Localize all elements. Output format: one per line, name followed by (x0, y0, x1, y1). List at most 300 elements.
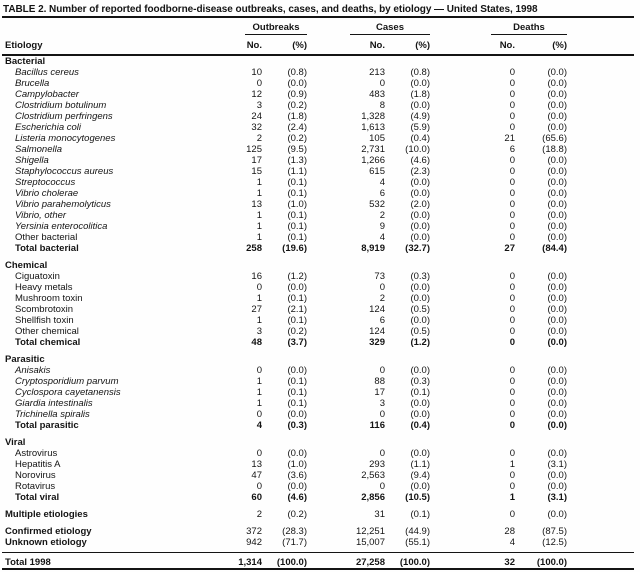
value-cell: (0.0) (547, 282, 567, 293)
etiology-label: Cyclospora cayetanensis (15, 387, 121, 398)
value-cell: 258 (246, 243, 262, 254)
trailing-cell (567, 155, 634, 166)
trailing-cell (567, 293, 634, 304)
table-row (2, 232, 634, 243)
value-cell: 0 (509, 365, 515, 376)
etiology-label: Yersinia enterocolitica (15, 221, 108, 232)
value-cell: (4.6) (410, 155, 430, 166)
value-cell: 1,613 (361, 122, 385, 133)
value-cell: 1 (256, 398, 262, 409)
etiology-label: Staphylococcus aureus (15, 166, 114, 177)
trailing-cell (567, 243, 634, 254)
etiology-group-spacer (2, 17, 207, 35)
table-row (2, 78, 634, 89)
value-cell: 0 (509, 293, 515, 304)
value-cell: 0 (509, 304, 515, 315)
value-cell: (0.5) (410, 304, 430, 315)
value-cell: 116 (369, 420, 385, 431)
value-cell: 329 (369, 337, 385, 348)
table-row (2, 376, 634, 387)
value-cell: (0.0) (547, 470, 567, 481)
etiology-label: Other chemical (15, 326, 79, 337)
value-cell: (0.1) (287, 293, 307, 304)
section-header-row (2, 437, 634, 448)
value-cell: (0.3) (410, 376, 430, 387)
value-cell: (0.0) (547, 166, 567, 177)
value-cell: (0.9) (287, 89, 307, 100)
column-group-cases: Cases (350, 22, 430, 35)
value-cell: 27 (251, 304, 262, 315)
value-cell: (0.0) (410, 177, 430, 188)
trailing-cell (567, 337, 634, 348)
trailing-spacer (567, 35, 634, 55)
value-cell: (0.0) (547, 271, 567, 282)
value-cell: (1.2) (287, 271, 307, 282)
value-cell: (10.5) (405, 492, 430, 503)
value-cell: 15,007 (355, 537, 385, 548)
value-cell: 0 (256, 409, 262, 420)
value-cell: 1 (509, 492, 515, 503)
table-title: TABLE 2. Number of reported foodborne-disease outbreaks, cases, and deaths, by etiology — United States, 1998 (3, 4, 538, 15)
value-cell: (0.0) (410, 365, 430, 376)
table-row (2, 221, 634, 232)
trailing-cell (567, 221, 634, 232)
etiology-label: Heavy metals (15, 282, 73, 293)
trailing-cell (567, 376, 634, 387)
value-cell: (0.0) (410, 232, 430, 243)
value-cell: (0.0) (547, 326, 567, 337)
value-cell: 0 (509, 67, 515, 78)
value-cell: (19.6) (282, 243, 307, 254)
trailing-cell (567, 232, 634, 243)
table-row (2, 282, 634, 293)
value-cell: (0.0) (547, 122, 567, 133)
value-cell: 0 (509, 376, 515, 387)
value-cell: 12 (251, 89, 262, 100)
trailing-cell (567, 282, 634, 293)
table-row (2, 459, 634, 470)
value-cell: (2.3) (410, 166, 430, 177)
value-cell: (84.4) (542, 243, 567, 254)
value-cell: 213 (369, 67, 385, 78)
etiology-label: Rotavirus (15, 481, 56, 492)
value-cell: (0.2) (287, 133, 307, 144)
value-cell: 0 (509, 398, 515, 409)
etiology-label: Shigella (15, 155, 49, 166)
deaths-no-header: No. (430, 35, 515, 55)
value-cell: 32 (430, 553, 515, 570)
value-cell: (12.5) (542, 537, 567, 548)
column-subheader-row (2, 35, 634, 55)
value-cell: 125 (246, 144, 262, 155)
value-cell: (0.3) (287, 420, 307, 431)
value-cell: (0.1) (287, 315, 307, 326)
value-cell: 0 (379, 448, 385, 459)
table-row (2, 387, 634, 398)
trailing-cell (567, 459, 634, 470)
value-cell: (1.0) (287, 199, 307, 210)
value-cell: (5.9) (410, 122, 430, 133)
table-row (2, 326, 634, 337)
value-cell: 0 (256, 448, 262, 459)
value-cell: (0.0) (547, 199, 567, 210)
etiology-label: Unknown etiology (5, 537, 87, 548)
value-cell: (0.4) (410, 133, 430, 144)
trailing-cell (567, 304, 634, 315)
table-row (2, 210, 634, 221)
value-cell: (9.5) (287, 144, 307, 155)
value-cell: 1 (256, 387, 262, 398)
value-cell: 88 (374, 376, 385, 387)
value-cell: (2.0) (410, 199, 430, 210)
value-cell: 0 (379, 282, 385, 293)
value-cell: 4 (379, 177, 385, 188)
value-cell: 0 (509, 337, 515, 348)
value-cell: 2,731 (361, 144, 385, 155)
table-row (2, 188, 634, 199)
value-cell: (65.6) (542, 133, 567, 144)
value-cell: (0.1) (287, 210, 307, 221)
value-cell: (0.0) (547, 509, 567, 520)
value-cell: (0.0) (547, 365, 567, 376)
etiology-label: Campylobacter (15, 89, 79, 100)
table-row (2, 492, 634, 503)
table-row (2, 177, 634, 188)
column-group-header-row (2, 17, 634, 35)
value-cell: 532 (369, 199, 385, 210)
value-cell: (0.0) (547, 155, 567, 166)
value-cell: 27 (504, 243, 515, 254)
value-cell: 0 (379, 409, 385, 420)
trailing-cell (567, 188, 634, 199)
value-cell: (0.0) (547, 315, 567, 326)
value-cell: 3 (379, 398, 385, 409)
section-header-row (2, 260, 634, 271)
value-cell: (0.0) (547, 304, 567, 315)
value-cell: (44.9) (405, 526, 430, 537)
trailing-cell (567, 199, 634, 210)
column-group-deaths: Deaths (491, 22, 567, 35)
value-cell: 28 (504, 526, 515, 537)
value-cell: 615 (369, 166, 385, 177)
value-cell: (0.0) (410, 409, 430, 420)
value-cell: 2,856 (361, 492, 385, 503)
value-cell: 6 (509, 144, 515, 155)
value-cell: 942 (246, 537, 262, 548)
value-cell: (0.5) (410, 326, 430, 337)
deaths-pct-header: (%) (515, 35, 567, 55)
value-cell: (0.0) (287, 78, 307, 89)
value-cell: 8 (379, 100, 385, 111)
value-cell: 0 (509, 89, 515, 100)
value-cell: (0.0) (410, 221, 430, 232)
etiology-label: Streptococcus (15, 177, 76, 188)
value-cell: (0.0) (547, 67, 567, 78)
value-cell: (100.0) (262, 553, 307, 570)
value-cell: 17 (251, 155, 262, 166)
value-cell: 0 (509, 177, 515, 188)
value-cell: 2 (256, 509, 262, 520)
value-cell: (0.1) (410, 387, 430, 398)
table-body (2, 55, 634, 569)
table-row (2, 509, 634, 520)
value-cell: 0 (509, 199, 515, 210)
value-cell: (1.2) (410, 337, 430, 348)
value-cell: 0 (509, 409, 515, 420)
etiology-column-header: Etiology (2, 35, 207, 55)
table-row (2, 243, 634, 254)
value-cell: 1 (256, 376, 262, 387)
value-cell: (0.0) (410, 398, 430, 409)
table-row (2, 398, 634, 409)
value-cell: 1 (256, 221, 262, 232)
value-cell: (55.1) (405, 537, 430, 548)
table-row (2, 365, 634, 376)
value-cell: 0 (256, 365, 262, 376)
trailing-cell (567, 166, 634, 177)
table-row (2, 553, 634, 570)
value-cell: 6 (379, 188, 385, 199)
value-cell: (0.0) (547, 337, 567, 348)
etiology-label: Vibrio cholerae (15, 188, 79, 199)
table-row (2, 448, 634, 459)
value-cell: (1.8) (287, 111, 307, 122)
value-cell: 0 (256, 481, 262, 492)
value-cell: 0 (509, 155, 515, 166)
value-cell: 3 (256, 100, 262, 111)
value-cell: 1 (256, 188, 262, 199)
value-cell: (0.8) (287, 67, 307, 78)
value-cell: (0.0) (410, 282, 430, 293)
value-cell: (10.0) (405, 144, 430, 155)
value-cell: (0.0) (287, 448, 307, 459)
trailing-cell (567, 481, 634, 492)
value-cell: 105 (369, 133, 385, 144)
value-cell: (0.0) (547, 448, 567, 459)
value-cell: 32 (251, 122, 262, 133)
value-cell: 12,251 (355, 526, 385, 537)
value-cell: 1 (256, 177, 262, 188)
etiology-label: Total viral (15, 492, 60, 503)
trailing-cell (567, 526, 634, 537)
foodborne-etiology-table (2, 16, 634, 570)
trailing-cell (567, 271, 634, 282)
outbreaks-group-cell (207, 17, 307, 35)
value-cell: 2 (379, 210, 385, 221)
value-cell: 0 (509, 100, 515, 111)
value-cell: 0 (509, 111, 515, 122)
value-cell: (0.1) (287, 376, 307, 387)
trailing-cell (567, 420, 634, 431)
value-cell: (0.1) (287, 221, 307, 232)
value-cell: 4 (256, 420, 262, 431)
etiology-label: Total bacterial (15, 243, 79, 254)
value-cell: (0.0) (547, 210, 567, 221)
etiology-label: Total chemical (15, 337, 81, 348)
trailing-spacer (567, 17, 634, 35)
value-cell: 0 (509, 122, 515, 133)
etiology-label: Total 1998 (2, 553, 207, 570)
value-cell: 0 (256, 78, 262, 89)
trailing-cell (567, 111, 634, 122)
value-cell: 0 (509, 188, 515, 199)
etiology-label: Anisakis (15, 365, 51, 376)
trailing-cell (567, 315, 634, 326)
table-row (2, 111, 634, 122)
value-cell: 2 (379, 293, 385, 304)
value-cell: (3.7) (287, 337, 307, 348)
etiology-label: Clostridium perfringens (15, 111, 113, 122)
value-cell: (0.0) (547, 188, 567, 199)
value-cell: (0.0) (547, 177, 567, 188)
trailing-cell (567, 210, 634, 221)
value-cell: (0.1) (287, 387, 307, 398)
value-cell: 13 (251, 199, 262, 210)
value-cell: (71.7) (282, 537, 307, 548)
table-row (2, 481, 634, 492)
etiology-label: Vibrio parahemolyticus (15, 199, 111, 210)
value-cell: (0.8) (410, 67, 430, 78)
value-cell: 0 (509, 232, 515, 243)
trailing-cell (567, 537, 634, 548)
table-row (2, 337, 634, 348)
value-cell: 31 (374, 509, 385, 520)
value-cell: (0.0) (410, 293, 430, 304)
etiology-label: Confirmed etiology (5, 526, 92, 537)
value-cell: (1.1) (410, 459, 430, 470)
value-cell: (0.4) (410, 420, 430, 431)
etiology-label: Brucella (15, 78, 50, 89)
value-cell: (4.6) (287, 492, 307, 503)
value-cell: (18.8) (542, 144, 567, 155)
value-cell: 47 (251, 470, 262, 481)
value-cell: (100.0) (385, 553, 430, 570)
trailing-cell (567, 553, 634, 570)
trailing-cell (567, 122, 634, 133)
value-cell: 4 (379, 232, 385, 243)
value-cell: (1.3) (287, 155, 307, 166)
value-cell: (3.1) (547, 459, 567, 470)
value-cell: (4.9) (410, 111, 430, 122)
value-cell: 2,563 (361, 470, 385, 481)
cases-pct-header: (%) (385, 35, 430, 55)
value-cell: 2 (256, 133, 262, 144)
value-cell: 1 (256, 315, 262, 326)
trailing-cell (567, 133, 634, 144)
value-cell: 0 (509, 221, 515, 232)
value-cell: (0.2) (287, 326, 307, 337)
value-cell: 0 (509, 470, 515, 481)
table-row (2, 526, 634, 537)
value-cell: (0.3) (410, 271, 430, 282)
table-row (2, 537, 634, 548)
value-cell: (0.0) (287, 481, 307, 492)
value-cell: (0.0) (410, 78, 430, 89)
value-cell: (0.2) (287, 100, 307, 111)
value-cell: (100.0) (515, 553, 567, 570)
value-cell: 483 (369, 89, 385, 100)
value-cell: 372 (246, 526, 262, 537)
value-cell: (28.3) (282, 526, 307, 537)
value-cell: 1,314 (207, 553, 262, 570)
trailing-cell (567, 398, 634, 409)
value-cell: 60 (251, 492, 262, 503)
value-cell: 21 (504, 133, 515, 144)
value-cell: 17 (374, 387, 385, 398)
value-cell: 73 (374, 271, 385, 282)
trailing-cell (567, 470, 634, 481)
value-cell: (0.1) (287, 177, 307, 188)
table-row (2, 67, 634, 78)
section-header: Viral (5, 437, 26, 448)
trailing-cell (567, 492, 634, 503)
value-cell: 0 (256, 282, 262, 293)
etiology-label: Salmonella (15, 144, 62, 155)
trailing-cell (567, 144, 634, 155)
value-cell: (0.0) (547, 111, 567, 122)
trailing-cell (567, 387, 634, 398)
etiology-label: Bacillus cereus (15, 67, 79, 78)
etiology-label: Giardia intestinalis (15, 398, 93, 409)
table-row (2, 144, 634, 155)
value-cell: (0.0) (410, 481, 430, 492)
value-cell: (0.0) (547, 232, 567, 243)
etiology-label: Mushroom toxin (15, 293, 83, 304)
value-cell: 0 (509, 387, 515, 398)
value-cell: 0 (509, 326, 515, 337)
outbreaks-no-header: No. (207, 35, 262, 55)
value-cell: (0.0) (547, 221, 567, 232)
value-cell: 293 (369, 459, 385, 470)
trailing-cell (567, 509, 634, 520)
etiology-label: Escherichia coli (15, 122, 81, 133)
table-row (2, 133, 634, 144)
value-cell: (0.0) (410, 448, 430, 459)
value-cell: (0.0) (410, 210, 430, 221)
value-cell: 0 (509, 282, 515, 293)
value-cell: 0 (509, 448, 515, 459)
section-header: Parasitic (5, 354, 45, 365)
section-header-row (2, 55, 634, 67)
value-cell: (0.0) (547, 78, 567, 89)
value-cell: 13 (251, 459, 262, 470)
etiology-label: Trichinella spiralis (15, 409, 90, 420)
value-cell: (0.0) (287, 365, 307, 376)
section-header: Bacterial (5, 56, 46, 67)
table-row (2, 470, 634, 481)
etiology-label: Ciguatoxin (15, 271, 60, 282)
value-cell: 124 (369, 326, 385, 337)
value-cell: 1 (256, 232, 262, 243)
value-cell: 4 (509, 537, 515, 548)
value-cell: (0.0) (547, 293, 567, 304)
etiology-label: Hepatitis A (15, 459, 61, 470)
value-cell: 8,919 (361, 243, 385, 254)
etiology-label: Clostridium botulinum (15, 100, 107, 111)
table-row (2, 420, 634, 431)
value-cell: (0.0) (547, 89, 567, 100)
value-cell: 10 (251, 67, 262, 78)
etiology-label: Cryptosporidium parvum (15, 376, 119, 387)
value-cell: 48 (251, 337, 262, 348)
value-cell: 1 (256, 210, 262, 221)
table-row (2, 293, 634, 304)
table-row (2, 166, 634, 177)
value-cell: 0 (509, 509, 515, 520)
value-cell: (0.0) (287, 282, 307, 293)
value-cell: (2.1) (287, 304, 307, 315)
value-cell: (0.0) (410, 188, 430, 199)
